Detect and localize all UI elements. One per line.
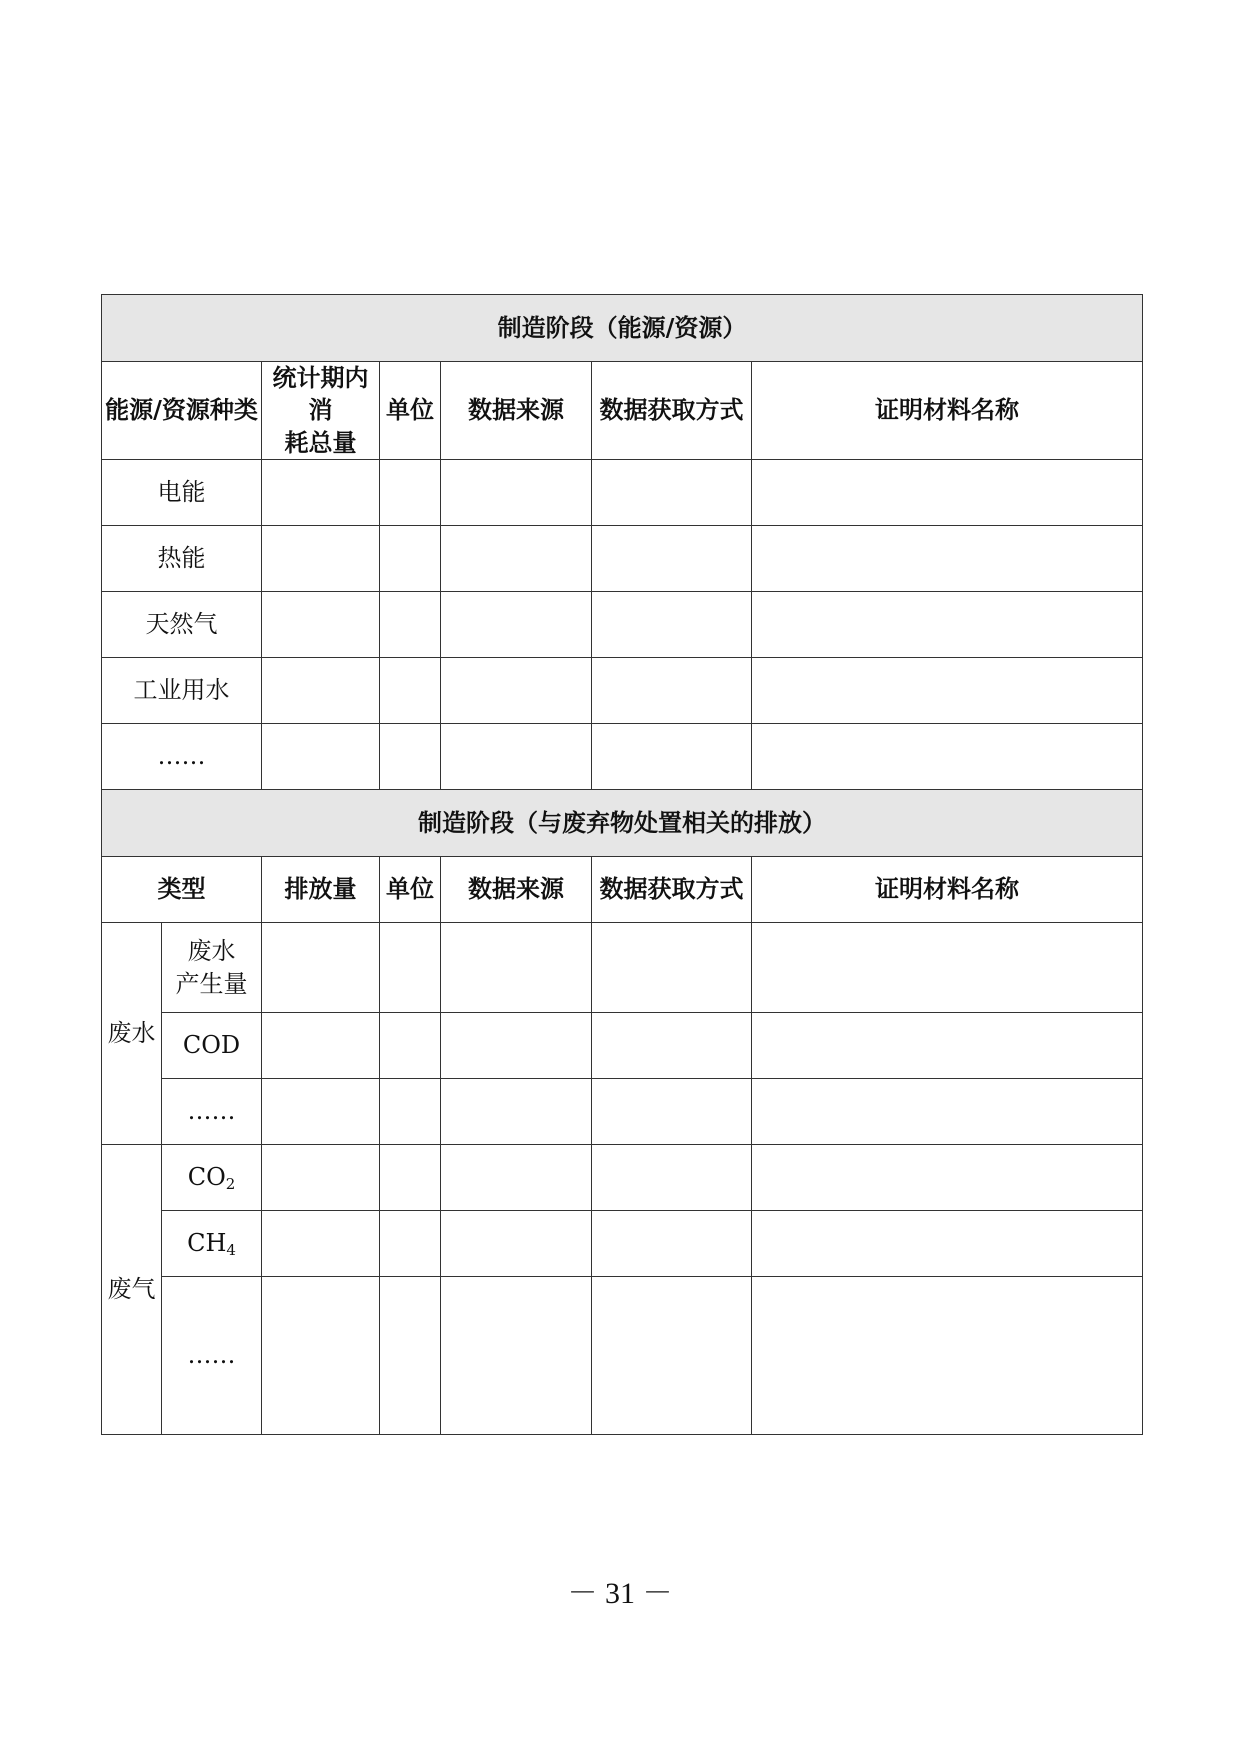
co2-formula: CO — [187, 1163, 226, 1192]
col-header-acquisition-method: 数据获取方式 — [592, 857, 752, 923]
input-cell[interactable] — [592, 1211, 752, 1277]
input-cell[interactable] — [441, 1145, 592, 1211]
input-cell[interactable] — [752, 1211, 1143, 1277]
input-cell[interactable] — [262, 1211, 380, 1277]
wastewater-volume-line1: 废水 — [187, 937, 236, 966]
input-cell[interactable] — [752, 1013, 1143, 1079]
input-cell[interactable] — [262, 923, 380, 1013]
input-cell[interactable] — [752, 460, 1143, 526]
energy-row-label: 热能 — [102, 526, 262, 592]
input-cell[interactable] — [380, 1013, 441, 1079]
col-header-consumption-line1: 统计期内消 — [272, 363, 369, 425]
input-cell[interactable] — [592, 1145, 752, 1211]
input-cell[interactable] — [441, 1277, 592, 1435]
input-cell[interactable] — [441, 460, 592, 526]
input-cell[interactable] — [752, 658, 1143, 724]
energy-row-label: 工业用水 — [102, 658, 262, 724]
emission-item-label — [162, 1211, 262, 1277]
emission-item-label: …… — [162, 1079, 262, 1145]
input-cell[interactable] — [380, 1145, 441, 1211]
input-cell[interactable] — [262, 1277, 380, 1435]
input-cell[interactable] — [592, 923, 752, 1013]
input-cell[interactable] — [262, 592, 380, 658]
emission-item-label: …… — [162, 1277, 262, 1435]
input-cell[interactable] — [380, 526, 441, 592]
waste-gas-category-label: 废气 — [102, 1145, 162, 1435]
col-header-consumption-line2: 耗总量 — [284, 427, 357, 457]
emission-item-label: COD — [162, 1013, 262, 1079]
input-cell[interactable] — [441, 526, 592, 592]
input-cell[interactable] — [752, 1079, 1143, 1145]
col-header-emission-amount: 排放量 — [262, 857, 380, 923]
ch4-formula: CH — [187, 1229, 227, 1258]
input-cell[interactable] — [380, 724, 441, 790]
input-cell[interactable] — [592, 526, 752, 592]
col-header-unit: 单位 — [380, 857, 441, 923]
input-cell[interactable] — [441, 592, 592, 658]
input-cell[interactable] — [262, 526, 380, 592]
input-cell[interactable] — [262, 1145, 380, 1211]
energy-row-label: …… — [102, 724, 262, 790]
input-cell[interactable] — [592, 1079, 752, 1145]
input-cell[interactable] — [380, 1277, 441, 1435]
input-cell[interactable] — [592, 724, 752, 790]
input-cell[interactable] — [441, 658, 592, 724]
col-header-data-source: 数据来源 — [441, 857, 592, 923]
input-cell[interactable] — [752, 592, 1143, 658]
co2-subscript: 2 — [225, 1175, 236, 1194]
input-cell[interactable] — [752, 923, 1143, 1013]
emission-item-label — [162, 1145, 262, 1211]
col-header-data-source: 数据来源 — [441, 362, 592, 460]
input-cell[interactable] — [262, 1079, 380, 1145]
input-cell[interactable] — [262, 724, 380, 790]
energy-section-title: 制造阶段（能源/资源） — [102, 295, 1143, 362]
input-cell[interactable] — [441, 1079, 592, 1145]
input-cell[interactable] — [441, 1211, 592, 1277]
input-cell[interactable] — [752, 1145, 1143, 1211]
energy-row-label: 天然气 — [102, 592, 262, 658]
ch4-subscript: 4 — [226, 1241, 236, 1260]
col-header-acquisition-method: 数据获取方式 — [592, 362, 752, 460]
input-cell[interactable] — [380, 923, 441, 1013]
col-header-energy-type: 能源/资源种类 — [102, 362, 262, 460]
input-cell[interactable] — [380, 460, 441, 526]
wastewater-category-label: 废水 — [102, 923, 162, 1145]
emission-item-label — [162, 923, 262, 1013]
input-cell[interactable] — [262, 658, 380, 724]
input-cell[interactable] — [262, 1013, 380, 1079]
input-cell[interactable] — [380, 658, 441, 724]
input-cell[interactable] — [441, 923, 592, 1013]
input-cell[interactable] — [441, 1013, 592, 1079]
input-cell[interactable] — [752, 724, 1143, 790]
col-header-consumption — [262, 362, 380, 460]
page-number: － 31 － — [567, 1577, 673, 1610]
wastewater-volume-line2: 产生量 — [175, 969, 248, 998]
energy-row-label: 电能 — [102, 460, 262, 526]
input-cell[interactable] — [592, 1013, 752, 1079]
data-form-table — [101, 294, 1143, 1435]
col-header-proof-material: 证明材料名称 — [752, 857, 1143, 923]
input-cell[interactable] — [380, 1211, 441, 1277]
input-cell[interactable] — [380, 1079, 441, 1145]
input-cell[interactable] — [262, 460, 380, 526]
input-cell[interactable] — [441, 724, 592, 790]
emission-section-title: 制造阶段（与废弃物处置相关的排放） — [102, 790, 1143, 857]
col-header-unit: 单位 — [380, 362, 441, 460]
input-cell[interactable] — [592, 1277, 752, 1435]
input-cell[interactable] — [752, 526, 1143, 592]
input-cell[interactable] — [592, 658, 752, 724]
input-cell[interactable] — [592, 592, 752, 658]
input-cell[interactable] — [380, 592, 441, 658]
input-cell[interactable] — [592, 460, 752, 526]
input-cell[interactable] — [752, 1277, 1143, 1435]
col-header-proof-material: 证明材料名称 — [752, 362, 1143, 460]
col-header-type: 类型 — [102, 857, 262, 923]
